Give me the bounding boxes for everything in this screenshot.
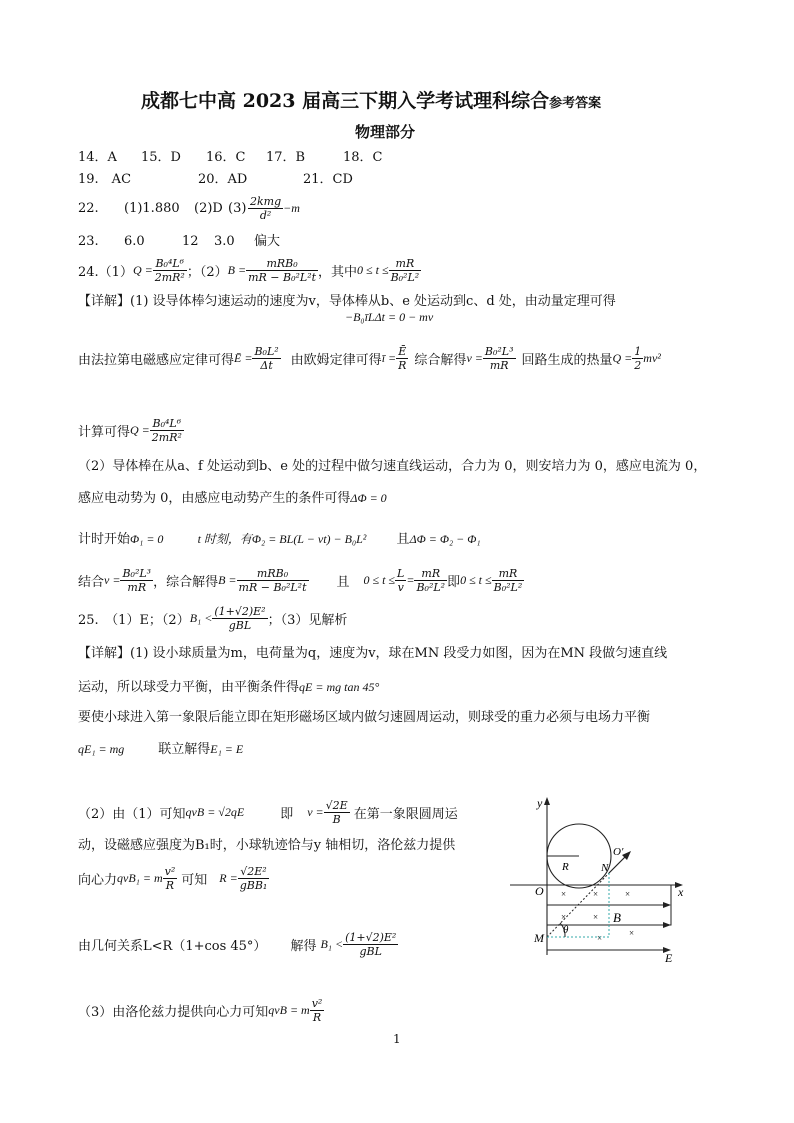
b-field-cross-5: ×: [593, 912, 599, 922]
e-field-label: E: [665, 951, 673, 965]
b-field-cross-2: ×: [593, 889, 599, 899]
q25-detail-1a: 【详解】(1) 设小球质量为m，电荷量为q，速度为v，球在MN 段受力如图，因为在MN 段做匀速直线: [78, 646, 668, 661]
b-field-cross-6: ×: [629, 928, 635, 938]
q24-detail-1: 【详解】(1) 设导体棒匀速运动的速度为v，导体棒从b、e 处运动到c、d 处，由动量定理可得: [78, 294, 616, 309]
answer-q24: 24.（1） Q = $\frac{\text{B₀⁴L⁶}}{\text{2mR²}}$ ；（2） B = $\frac{\text{mRB₀}}{\text{mR − B₀²L²t}}$ ，其中 0 ≤ t ≤ $\frac{mR}{\text{B₀²L²}}$: [78, 256, 420, 284]
y-axis-arrow: [544, 797, 550, 805]
q25-p3-line: （3）由洛伦兹力提供向心力可知 qvB = m $\frac{\text{v²}}{R}$: [78, 996, 323, 1024]
answer-q22: 22. (1)1.880 (2)D (3) $\frac{\text{2kmg}}{\text{d²}}$ −m: [78, 194, 300, 222]
mc-answers-row-1: 14．A 15．D 16．C 17．B 18．C: [78, 150, 383, 165]
answer-q25: 25. （1）E；（2） B₁ < $\frac{\text{(1+√2)E²}}{\text{gBL}}$ ；（3）见解析: [78, 604, 348, 632]
q25-p2-line1: （2）由（1）可知 qvB = √2qE 即 v = $\frac{√2E}{B}$ 在第一象限圆周运: [78, 798, 458, 826]
angle-label: θ: [563, 924, 569, 936]
b-field-cross-1: ×: [561, 889, 567, 899]
b-field-cross-7: ×: [597, 933, 603, 943]
q25-detail-1c: 要使小球进入第一象限后能立即在矩形磁场区域内做匀速圆周运动，则球受的重力必须与电场力平衡: [78, 710, 651, 725]
point-m-label: M: [534, 931, 544, 945]
b-field-cross-3: ×: [625, 889, 631, 899]
q25-p2-line3: 向心力 qvB₁ = m $\frac{\text{v²}}{R}$ 可知 R = $\frac{\text{√2E²}}{\text{gBB₁}}$: [78, 864, 268, 892]
q25-detail-1b: 运动，所以球受力平衡，由平衡条件得qE = mg tan 45°: [78, 680, 380, 695]
mc-answers-row-2: 19. AC 20．AD 21．CD: [78, 172, 353, 187]
field-arrow-2: [663, 922, 671, 928]
q24-heat-result: 计算可得 Q = $\frac{\text{B₀⁴L⁶}}{\text{2mR²}}$: [78, 416, 182, 444]
origin-label: O: [535, 884, 544, 898]
page-number: 1: [393, 1032, 401, 1046]
x-axis-label: x: [678, 885, 684, 899]
y-axis-label: y: [537, 796, 543, 810]
section-title: 物理部分: [355, 123, 416, 141]
q24-faraday-line: 由法拉第电磁感应定律可得 Ē = $\frac{\text{B₀L²}}{\Delta t}$ 由欧姆定律可得 ī = $\frac{Ē}{R}$ 综合解得 v = $\frac{\text{B₀²L³}}{mR}$ 回路生成的热量 Q = $\frac{1}{2}$ mv²: [78, 344, 661, 372]
field-arrow-1: [663, 902, 671, 908]
b-field-cross-4: ×: [561, 912, 567, 922]
page-title: 成都七中高 2023 届高三下期入学考试理科综合参考答案: [141, 90, 602, 112]
q24-momentum-eq: −B₀īLΔt = 0 − mv: [345, 310, 434, 324]
q24-detail-2a: （2）导体棒在从a、f 处运动到b、e 处的过程中做匀速直线运动，合力为 0，则安培力为 0，感应电流为 0，: [78, 459, 707, 474]
q24-flux-line: 计时开始Φ₁ = 0 t 时刻，有Φ₂ = BL(L − vt) − B₀L² 且ΔΦ = Φ₂ − Φ₁: [78, 532, 481, 547]
q25-p2-line2: 动，设磁感应强度为B₁时，小球轨迹恰与y 轴相切，洛伦兹力提供: [78, 838, 456, 853]
q24-combine-line: 结合 v = $\frac{\text{B₀²L³}}{mR}$ ，综合解得 B = $\frac{\text{mRB₀}}{\text{mR − B₀²L²t}}$ 且 0 ≤ t ≤ $\frac{L}{v}$ = $\frac{mR}{\text{B₀²L²}}$ 即 0 ≤ t ≤ $\frac{mR}{\text{B₀²L²}}$: [78, 566, 523, 594]
motion-diagram: [505, 795, 705, 965]
q24-detail-2b: 感应电动势为 0，由感应电动势产生的条件可得ΔΦ = 0: [78, 491, 387, 506]
q25-gravity-line: qE₁ = mg 联立解得E₁ = E: [78, 742, 244, 757]
radius-label: R: [562, 861, 569, 873]
q25-geometry-line: 由几何关系L<R（1+cos 45°） 解得 B₁ < $\frac{\text{(1+√2)E²}}{\text{gBL}}$: [78, 930, 397, 958]
b-field-label: B: [613, 910, 621, 925]
center-label: O′: [613, 846, 624, 858]
point-n-label: N: [601, 862, 609, 874]
answer-q23: 23. 6.0 12 3.0 偏大: [78, 234, 281, 249]
